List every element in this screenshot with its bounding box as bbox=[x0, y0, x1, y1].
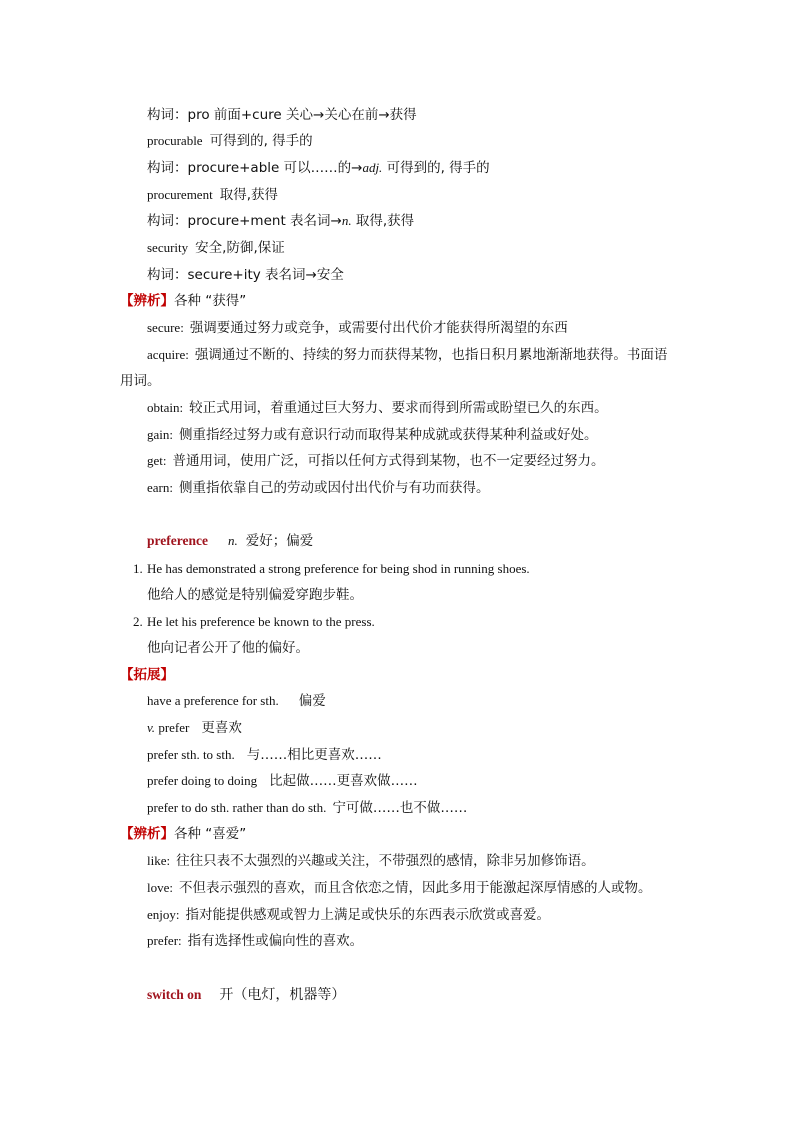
discrimination-word: gain: bbox=[147, 427, 173, 442]
example-sentence-2 bbox=[133, 613, 375, 631]
extension-item-3 bbox=[147, 746, 382, 764]
extension-item-5 bbox=[147, 799, 467, 817]
derived-word-line-procurement bbox=[147, 186, 278, 204]
formation-line-3 bbox=[147, 212, 414, 230]
discrimination-word: earn: bbox=[147, 480, 173, 495]
discrimination-item-enjoy bbox=[147, 906, 550, 924]
discrimination-text: 较正式用词，着重通过巨大努力、要求而得到所需或盼望已久的东西。 bbox=[189, 400, 608, 416]
discrimination-text: 往往只表不太强烈的兴趣或关注，不带强烈的感情，除非另加修饰语。 bbox=[176, 853, 595, 869]
discrimination-item-obtain bbox=[147, 399, 608, 417]
section-heading-extension bbox=[120, 666, 174, 684]
derived-meaning: 可得到的, 得手的 bbox=[209, 133, 313, 149]
example-sentence-1 bbox=[133, 560, 530, 578]
headword: preference bbox=[147, 533, 208, 548]
discrimination-item-acquire bbox=[147, 346, 667, 364]
example-number: 2. bbox=[133, 614, 143, 629]
derived-word-line-procurable bbox=[147, 132, 313, 150]
example-chinese: 他向记者公开了他的偏好。 bbox=[147, 640, 309, 656]
phrase-meaning: 宁可做……也不做…… bbox=[332, 800, 468, 816]
extension-item-1 bbox=[147, 692, 326, 710]
discrimination-word: love: bbox=[147, 880, 173, 895]
section-title: 各种 “获得” bbox=[174, 293, 247, 309]
extension-item-4 bbox=[147, 772, 418, 790]
section-tag: 【辨析】 bbox=[120, 293, 174, 309]
entry-heading-switch-on bbox=[147, 986, 345, 1004]
discrimination-word: obtain: bbox=[147, 400, 184, 415]
formation-line-4 bbox=[147, 266, 344, 284]
headword: switch on bbox=[147, 987, 202, 1002]
phrase-meaning: 更喜欢 bbox=[201, 720, 242, 736]
discrimination-item-gain bbox=[147, 426, 598, 444]
discrimination-text: 侧重指依靠自己的劳动或因付出代价与有功而获得。 bbox=[178, 480, 490, 496]
headword-meaning: 爱好；偏爱 bbox=[245, 533, 314, 549]
discrimination-text: 强调通过不断的、持续的努力而获得某物，也指日积月累地渐渐地获得。书面语 bbox=[194, 347, 668, 363]
discrimination-item-love bbox=[147, 879, 652, 897]
formation-text: 可得到的, 得手的 bbox=[382, 160, 490, 176]
formation-prefix: 构词： bbox=[147, 160, 188, 176]
derived-word: security bbox=[147, 240, 189, 255]
phrase: prefer doing to doing bbox=[147, 773, 258, 788]
discrimination-item-like bbox=[147, 852, 595, 870]
derived-meaning: 取得,获得 bbox=[219, 187, 278, 203]
formation-text: 取得,获得 bbox=[351, 213, 415, 229]
discrimination-text: 不但表示强烈的喜欢，而且含依恋之情，因此多用于能激起深厚情感的人或物。 bbox=[179, 880, 652, 896]
headword-meaning: 开（电灯，机器等） bbox=[219, 987, 346, 1003]
formation-text: pro 前面+cure 关心→关心在前→获得 bbox=[187, 107, 417, 123]
formation-prefix: 构词： bbox=[147, 213, 188, 229]
discrimination-word: secure: bbox=[147, 320, 184, 335]
formation-text: procure+able 可以……的→ bbox=[187, 160, 363, 176]
discrimination-word: acquire: bbox=[147, 347, 189, 362]
section-heading-discrimination-like bbox=[120, 825, 246, 843]
discrimination-word: like: bbox=[147, 853, 171, 868]
phrase: prefer sth. to sth. bbox=[147, 747, 235, 762]
discrimination-word: get: bbox=[147, 453, 167, 468]
discrimination-item-prefer bbox=[147, 932, 363, 950]
entry-heading-preference bbox=[147, 532, 313, 550]
part-of-speech: n. bbox=[227, 533, 238, 548]
example-chinese: 他给人的感觉是特别偏爱穿跑步鞋。 bbox=[147, 587, 363, 603]
phrase-meaning: 与……相比更喜欢…… bbox=[246, 747, 382, 763]
formation-line-1 bbox=[147, 106, 417, 124]
discrimination-text: 指有选择性或偏向性的喜欢。 bbox=[187, 933, 364, 949]
part-of-speech: adj. bbox=[362, 160, 383, 175]
example-number: 1. bbox=[133, 561, 143, 576]
phrase-meaning: 比起做……更喜欢做…… bbox=[269, 773, 418, 789]
part-of-speech: n. bbox=[341, 213, 352, 228]
discrimination-item-get bbox=[147, 452, 605, 470]
formation-prefix: 构词： bbox=[147, 267, 188, 283]
discrimination-word: prefer: bbox=[147, 933, 182, 948]
discrimination-word: enjoy: bbox=[147, 907, 180, 922]
formation-line-2 bbox=[147, 159, 490, 177]
example-translation-2 bbox=[147, 639, 309, 657]
discrimination-text: 强调要通过努力或竞争，或需要付出代价才能获得所渴望的东西 bbox=[189, 320, 568, 336]
example-translation-1 bbox=[147, 586, 363, 604]
formation-text: procure+ment 表名词→ bbox=[187, 213, 342, 229]
discrimination-item-earn bbox=[147, 479, 489, 497]
discrimination-item-secure bbox=[147, 319, 568, 337]
discrimination-text: 指对能提供感观或智力上满足或快乐的东西表示欣赏或喜爱。 bbox=[185, 907, 550, 923]
section-heading-discrimination-obtain bbox=[120, 292, 246, 310]
part-of-speech: v. bbox=[147, 720, 156, 735]
section-title: 各种 “喜爱” bbox=[174, 826, 247, 842]
extension-item-2 bbox=[147, 719, 242, 737]
section-tag: 【拓展】 bbox=[120, 667, 174, 683]
discrimination-text: 普通用词，使用广泛，可指以任何方式得到某物，也不一定要经过努力。 bbox=[172, 453, 605, 469]
derived-word-line-security bbox=[147, 239, 285, 257]
discrimination-text: 侧重指经过努力或有意识行动而取得某种成就或获得某种利益或好处。 bbox=[179, 427, 598, 443]
discrimination-text-continued: 用词。 bbox=[120, 373, 161, 389]
discrimination-item-acquire-continued bbox=[120, 372, 161, 390]
formation-text: secure+ity 表名词→安全 bbox=[187, 267, 344, 283]
example-english: He has demonstrated a strong preference for being shod in running shoes. bbox=[147, 561, 530, 576]
phrase: prefer to do sth. rather than do sth. bbox=[147, 800, 327, 815]
phrase: have a preference for sth. bbox=[147, 693, 279, 708]
formation-prefix: 构词： bbox=[147, 107, 188, 123]
derived-word: procurement bbox=[147, 187, 213, 202]
example-english: He let his preference be known to the press. bbox=[147, 614, 375, 629]
phrase-meaning: 偏爱 bbox=[298, 693, 326, 709]
derived-word: procurable bbox=[147, 133, 203, 148]
section-tag: 【辨析】 bbox=[120, 826, 174, 842]
derived-meaning: 安全,防御,保证 bbox=[195, 240, 285, 256]
phrase: prefer bbox=[155, 720, 190, 735]
